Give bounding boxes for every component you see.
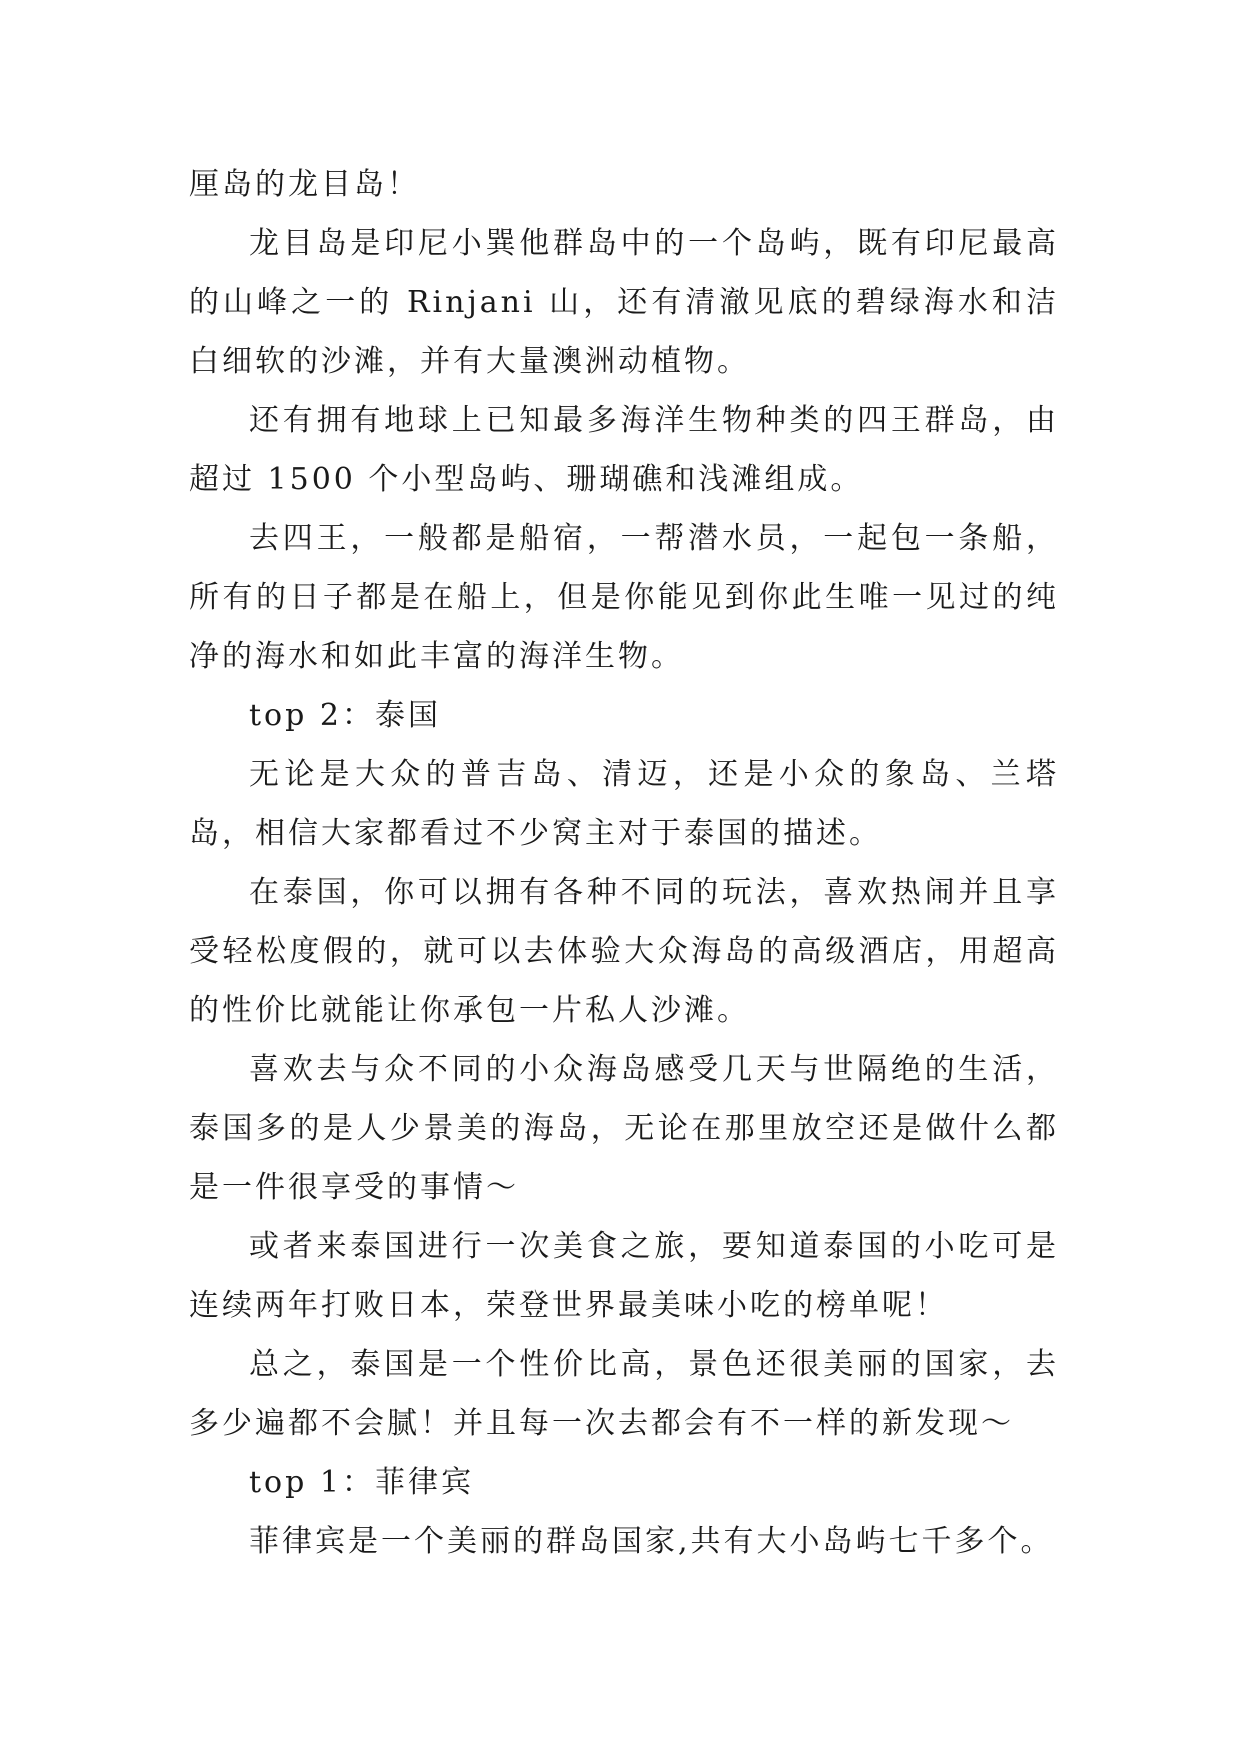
paragraph-thailand-resorts: 在泰国，你可以拥有各种不同的玩法，喜欢热闹并且享受轻松度假的，就可以去体验大众海岛的高级酒店，用超高的性价比就能让你承包一片私人沙滩。 [189, 875, 1059, 1028]
paragraph-raja-ampat: 还有拥有地球上已知最多海洋生物种类的四王群岛，由超过 1500 个小型岛屿、珊瑚礁和浅滩组成。 [189, 403, 1059, 497]
document-body [189, 155, 1059, 1571]
heading-top-2: top 2：泰国 [249, 698, 441, 733]
heading-top-1: top 1：菲律宾 [249, 1465, 474, 1500]
paragraph-thailand-food: 或者来泰国进行一次美食之旅，要知道泰国的小吃可是连续两年打败日本，荣登世界最美味小吃的榜单呢！ [189, 1229, 1059, 1323]
paragraph-continued: 厘岛的龙目岛！ [189, 167, 420, 202]
paragraph-lombok: 龙目岛是印尼小巽他群岛中的一个岛屿，既有印尼最高的山峰之一的 Rinjani 山，还有清澈见底的碧绿海水和洁白细软的沙滩，并有大量澳洲动植物。 [189, 226, 1059, 379]
paragraph-philippines: 菲律宾是一个美丽的群岛国家,共有大小岛屿七千多个。 [249, 1524, 1054, 1559]
paragraph-liveaboard: 去四王，一般都是船宿，一帮潜水员，一起包一条船，所有的日子都是在船上，但是你能见到你此生唯一见过的纯净的海水和如此丰富的海洋生物。 [189, 521, 1059, 674]
paragraph-thailand-islands: 喜欢去与众不同的小众海岛感受几天与世隔绝的生活，泰国多的是人少景美的海岛，无论在那里放空还是做什么都是一件很享受的事情～ [189, 1052, 1059, 1205]
paragraph-thailand-summary: 总之，泰国是一个性价比高，景色还很美丽的国家，去多少遍都不会腻！并且每一次去都会有不一样的新发现～ [189, 1347, 1059, 1441]
paragraph-thailand-intro: 无论是大众的普吉岛、清迈，还是小众的象岛、兰塔岛，相信大家都看过不少窝主对于泰国的描述。 [189, 757, 1059, 851]
